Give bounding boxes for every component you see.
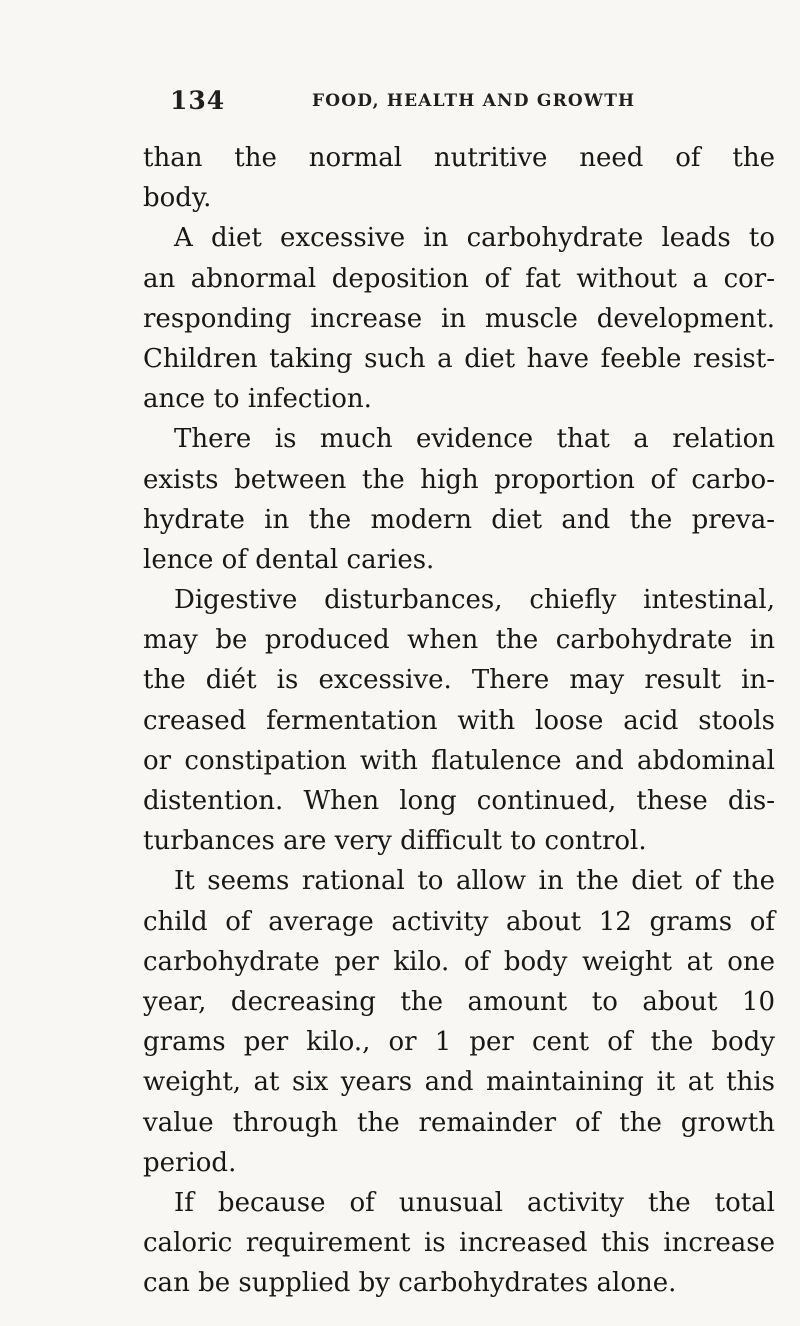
text-line: an abnormal deposition of fat without a cor- xyxy=(143,263,775,294)
text-line: hydrate in the modern diet and the preva- xyxy=(143,504,775,535)
text-line: the diét is excessive. There may result in- xyxy=(143,665,775,696)
paragraph-first-line: It seems rational to allow in the diet of the xyxy=(174,866,775,897)
text-line: caloric requirement is increased this increase xyxy=(143,1228,775,1259)
paragraph-first-line: If because of unusual activity the total xyxy=(174,1187,775,1218)
text-line: ance to infection. xyxy=(143,384,372,415)
text-line: carbohydrate per kilo. of body weight at one xyxy=(143,946,775,977)
text-line: distention. When long continued, these dis- xyxy=(143,786,775,816)
text-line: period. xyxy=(143,1147,237,1178)
text-line: body. xyxy=(143,183,212,214)
text-line: value through the remainder of the growth xyxy=(143,1107,775,1138)
text-line: creased fermentation with loose acid stools xyxy=(143,705,775,736)
text-line: year, decreasing the amount to about 10 xyxy=(143,986,775,1017)
page-number: 134 xyxy=(170,86,226,115)
running-head xyxy=(170,86,650,120)
text-line: can be supplied by carbohydrates alone. xyxy=(143,1268,677,1299)
paragraph-first-line: A diet excessive in carbohydrate leads to xyxy=(174,223,775,254)
text-line: lence of dental caries. xyxy=(143,544,435,575)
running-head-title: FOOD, HEALTH AND GROWTH xyxy=(312,91,636,111)
text-line: responding increase in muscle development. xyxy=(143,303,775,334)
text-line: Children taking such a diet have feeble resist- xyxy=(143,343,775,374)
paragraph-first-line: There is much evidence that a relation xyxy=(174,424,775,455)
text-line: may be produced when the carbohydrate in xyxy=(143,625,775,656)
paragraph-first-line: Digestive disturbances, chiefly intestinal, xyxy=(174,585,775,616)
text-line: child of average activity about 12 grams of xyxy=(143,906,775,937)
text-line: or constipation with flatulence and abdominal xyxy=(143,745,775,776)
text-line: weight, at six years and maintaining it at this xyxy=(143,1067,775,1098)
body-text xyxy=(143,138,775,1303)
text-line: exists between the high proportion of carbo- xyxy=(143,464,775,495)
text-line: than the normal nutritive need of the xyxy=(143,143,775,173)
text-line: grams per kilo., or 1 per cent of the body xyxy=(143,1027,775,1058)
text-line: turbances are very difficult to control. xyxy=(143,826,647,857)
